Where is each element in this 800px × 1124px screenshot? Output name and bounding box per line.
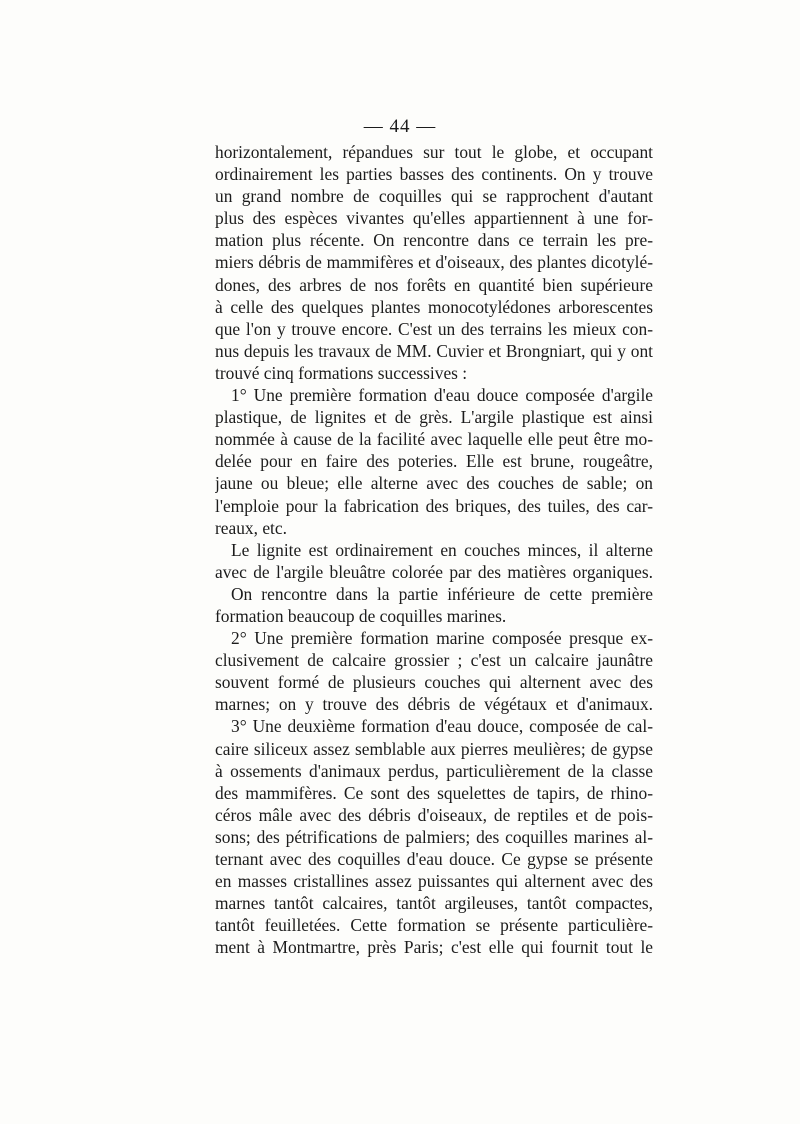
text-line: nommée à cause de la facilité avec laquelle elle peut être mo- xyxy=(215,429,653,450)
text-line: caire siliceux assez semblable aux pierres meulières; de gypse xyxy=(215,738,653,759)
text-line: mation plus récente. On rencontre dans ce terrain les pre- xyxy=(215,230,653,251)
text-line: On rencontre dans la partie inférieure de cette première xyxy=(231,583,653,604)
text-line: Le lignite est ordinairement en couches minces, il alterne xyxy=(231,539,653,560)
text-line: marnes tantôt calcaires, tantôt argileuses, tantôt compactes, xyxy=(215,893,653,914)
page-number: — 44 — xyxy=(363,116,437,137)
text-line: marnes; on y trouve des débris de végétaux et d'animaux. xyxy=(215,694,653,715)
text-line: horizontalement, répandues sur tout le globe, et occupant xyxy=(215,142,653,162)
text-line: 3° Une deuxième formation d'eau douce, composée de cal- xyxy=(231,716,653,737)
text-line: plastique, de lignites et de grès. L'argile plastique est ainsi xyxy=(215,407,653,428)
text-line: céros mâle avec des débris d'oiseaux, de reptiles et de pois- xyxy=(215,804,653,825)
text-line: clusivement de calcaire grossier ; c'est un calcaire jaunâtre xyxy=(215,650,653,671)
text-line: des mammifères. Ce sont des squelettes de tapirs, de rhino- xyxy=(215,782,653,803)
text-line: à celle des quelques plantes monocotylédones arborescentes xyxy=(215,296,653,317)
text-line: dones, des arbres de nos forêts en quantité bien supérieure xyxy=(215,274,653,295)
text-line: miers débris de mammifères et d'oiseaux, des plantes dicotylé- xyxy=(215,252,653,273)
text-line: ternant avec des coquilles d'eau douce. Ce gypse se présente xyxy=(215,849,653,869)
text-line: jaune ou bleue; elle alterne avec des couches de sable; on xyxy=(215,473,653,494)
text-line: plus des espèces vivantes qu'elles appartiennent à une for- xyxy=(215,208,653,229)
text-line: nus depuis les travaux de MM. Cuvier et Brongniart, qui y ont xyxy=(215,340,653,361)
text-line: ment à Montmartre, près Paris; c'est elle qui fournit tout le xyxy=(215,937,653,958)
text-line: souvent formé de plusieurs couches qui alternent avec des xyxy=(215,672,653,693)
text-line: l'emploie pour la fabrication des briques, des tuiles, des car- xyxy=(215,495,653,516)
text-line: formation beaucoup de coquilles marines. xyxy=(215,605,507,626)
text-line: trouvé cinq formations successives : xyxy=(215,362,468,383)
text-line: que l'on y trouve encore. C'est un des terrains les mieux con- xyxy=(215,318,653,339)
text-line: à ossements d'animaux perdus, particulièrement de la classe xyxy=(215,760,653,781)
text-line: en masses cristallines assez puissantes qui alternent avec des xyxy=(215,871,653,892)
text-line: reaux, etc. xyxy=(215,517,287,538)
body-text xyxy=(215,141,653,958)
text-line: un grand nombre de coquilles qui se rapprochent d'autant xyxy=(215,186,653,207)
text-line: 2° Une première formation marine composée presque ex- xyxy=(231,628,653,649)
text-line: tantôt feuilletées. Cette formation se présente particulière- xyxy=(215,915,653,936)
text-line: 1° Une première formation d'eau douce composée d'argile xyxy=(231,385,653,406)
text-line: avec de l'argile bleuâtre colorée par des matières organiques. xyxy=(215,561,653,582)
text-line: ordinairement les parties basses des continents. On y trouve xyxy=(215,164,653,185)
text-line: sons; des pétrifications de palmiers; des coquilles marines al- xyxy=(215,826,653,847)
text-line: delée pour en faire des poteries. Elle est brune, rougeâtre, xyxy=(215,451,653,472)
